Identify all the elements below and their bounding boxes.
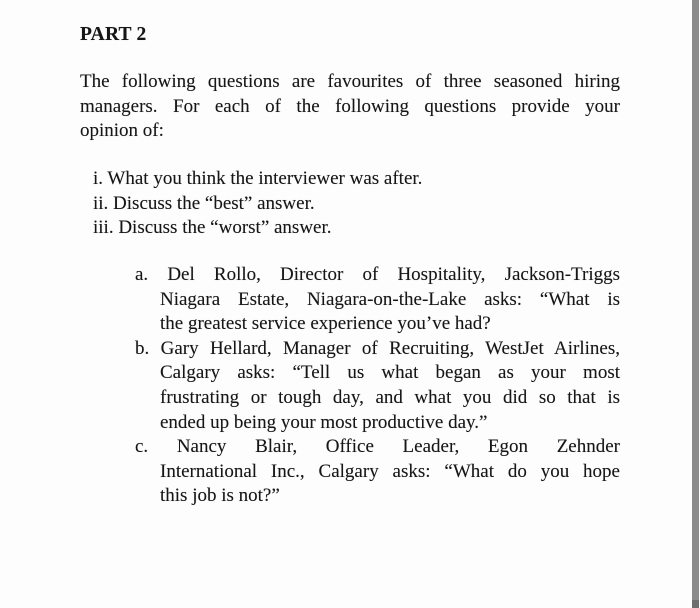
part-heading: PART 2 — [80, 24, 147, 45]
item-c-line: this job is not?” — [160, 485, 280, 507]
item-a-line: a. Del Rollo, Director of Hospitality, Jackson-Triggs — [135, 264, 620, 285]
intro-line: opinion of: — [80, 120, 164, 142]
item-c-line: c. Nancy Blair, Office Leader, Egon Zehnder — [135, 436, 620, 458]
item-a-line: Niagara Estate, Niagara-on-the-Lake asks: “What is — [160, 288, 620, 310]
item-b-line: b. Gary Hellard, Manager of Recruiting, WestJet Airlines, — [135, 337, 620, 359]
scrollbar[interactable] — [692, 0, 699, 608]
roman-item-i: i. What you think the interviewer was after. — [93, 168, 423, 189]
intro-line: managers. For each of the following questions provide your — [80, 95, 620, 117]
item-b-line: frustrating or tough day, and what you did so that is — [160, 386, 620, 408]
lettered-list — [135, 263, 620, 509]
roman-item-iii: iii. Discuss the “worst” answer. — [93, 217, 332, 239]
intro-paragraph — [80, 70, 620, 144]
item-a-line: the greatest service experience you’ve had? — [160, 313, 491, 335]
scrollbar-end — [692, 600, 699, 608]
roman-numeral-list — [93, 167, 523, 241]
item-c-line: International Inc., Calgary asks: “What do you hope — [160, 460, 620, 482]
item-b-line: ended up being your most productive day.” — [160, 411, 488, 433]
roman-item-ii: ii. Discuss the “best” answer. — [93, 192, 315, 214]
intro-line: The following questions are favourites of three seasoned hiring — [80, 71, 620, 92]
item-b-line: Calgary asks: “Tell us what began as your most — [160, 362, 620, 384]
